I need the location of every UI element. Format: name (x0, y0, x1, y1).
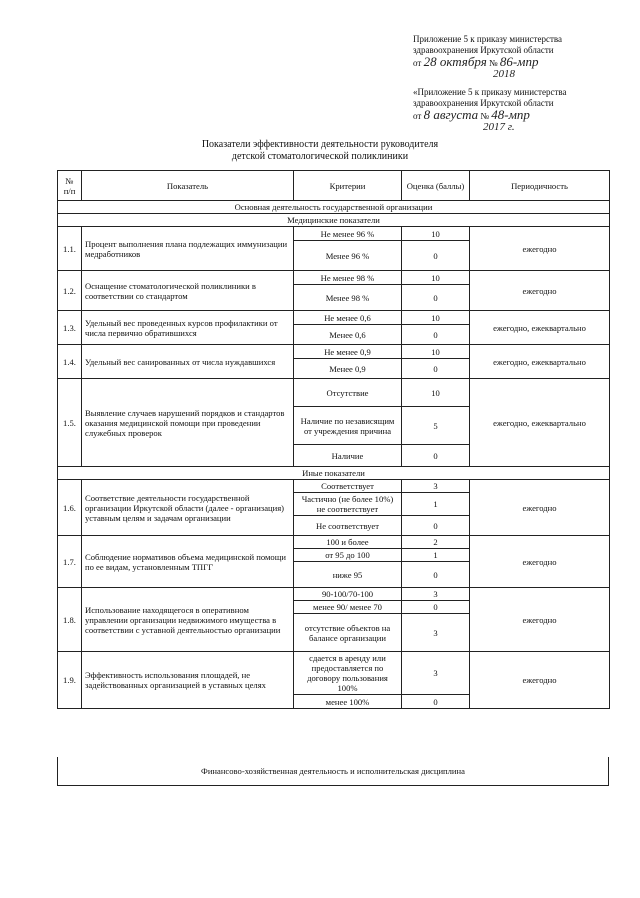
criteria-cell: Наличие по независящим от учреждения причина (294, 407, 402, 445)
order-header-2-line1: «Приложение 5 к приказу министерства (413, 87, 567, 97)
score-cell: 3 (402, 588, 470, 601)
score-cell: 10 (402, 227, 470, 241)
score-cell: 3 (402, 480, 470, 493)
indicator-cell: Удельный вес проведенных курсов профилактики от числа первично обратившихся (82, 311, 294, 345)
row-number: 1.2. (58, 271, 82, 311)
period-cell: ежегодно (470, 480, 610, 536)
indicator-cell: Оснащение стоматологической поликлиники в соответствии со стандартом (82, 271, 294, 311)
score-cell: 1 (402, 493, 470, 516)
period-cell: ежегодно, ежеквартально (470, 345, 610, 379)
score-cell: 10 (402, 311, 470, 325)
criteria-cell: Менее 98 % (294, 285, 402, 311)
row-number: 1.7. (58, 536, 82, 588)
indicators-table (57, 170, 610, 709)
indicator-cell: Использование находящегося в оперативном управлении организации недвижимого имущества в соответствии с уставной деятельностью организации (82, 588, 294, 652)
period-cell: ежегодно (470, 536, 610, 588)
order-header-1-line3: от 28 октября № 86-мпр (413, 54, 539, 69)
table-row (58, 652, 610, 695)
score-cell: 3 (402, 652, 470, 695)
criteria-cell: Не менее 0,9 (294, 345, 402, 359)
column-header-period: Периодичность (470, 171, 610, 201)
criteria-cell: отсутствие объектов на балансе организации (294, 614, 402, 652)
criteria-cell: Менее 96 % (294, 241, 402, 271)
score-cell: 10 (402, 345, 470, 359)
table-row (58, 271, 610, 285)
order-header-2-line2: здравоохранения Иркутской области (413, 98, 554, 108)
column-header-score: Оценка (баллы) (402, 171, 470, 201)
score-cell: 0 (402, 241, 470, 271)
criteria-cell: менее 90/ менее 70 (294, 601, 402, 614)
order-header-1-line2: здравоохранения Иркутской области (413, 45, 554, 55)
row-number: 1.5. (58, 379, 82, 467)
row-number: 1.6. (58, 480, 82, 536)
order-header-1-line1: Приложение 5 к приказу министерства (413, 34, 563, 44)
handwritten-number-2: 48-мпр (491, 107, 530, 122)
table-row (58, 227, 610, 241)
score-cell: 0 (402, 516, 470, 536)
score-cell: 10 (402, 379, 470, 407)
table-row (58, 480, 610, 493)
row-number: 1.8. (58, 588, 82, 652)
subsection-medical: Медицинские показатели (58, 214, 610, 227)
score-cell: 0 (402, 359, 470, 379)
subsection-other: Иные показатели (58, 467, 610, 480)
column-header-number: № п/п (58, 171, 82, 201)
criteria-cell: 100 и более (294, 536, 402, 549)
handwritten-year-2: 2017 г. (483, 121, 515, 133)
score-cell: 0 (402, 325, 470, 345)
indicator-cell: Выявление случаев нарушений порядков и стандартов оказания медицинской помощи при проведении служебных проверок (82, 379, 294, 467)
section-main: Основная деятельность государственной организации (58, 201, 610, 214)
criteria-cell: Частично (не более 10%) не соответствует (294, 493, 402, 516)
indicator-cell: Соответствие деятельности государственной организации Иркутской области (далее - организация) уставным целям и задачам организации (82, 480, 294, 536)
criteria-cell: от 95 до 100 (294, 549, 402, 562)
criteria-cell: Не соответствует (294, 516, 402, 536)
criteria-cell: Не менее 96 % (294, 227, 402, 241)
row-number: 1.4. (58, 345, 82, 379)
order-header-1 (413, 34, 562, 80)
score-cell: 3 (402, 614, 470, 652)
indicator-cell: Соблюдение нормативов объема медицинской помощи по ее видам, установленным ТПГГ (82, 536, 294, 588)
footer-section: Финансово-хозяйственная деятельность и исполнительская дисциплина (57, 757, 609, 786)
criteria-cell: сдается в аренду или предоставляется по договору пользования 100% (294, 652, 402, 695)
indicator-cell: Процент выполнения плана подлежащих иммунизации медработников (82, 227, 294, 271)
criteria-cell: Соответствует (294, 480, 402, 493)
handwritten-date-1: 28 октября (423, 54, 487, 69)
handwritten-year-1: 2018 (493, 68, 515, 80)
criteria-cell: Не менее 0,6 (294, 311, 402, 325)
score-cell: 0 (402, 601, 470, 614)
criteria-cell: Менее 0,9 (294, 359, 402, 379)
criteria-cell: менее 100% (294, 695, 402, 709)
title-line2: детской стоматологической поликлиники (231, 151, 409, 162)
score-cell: 0 (402, 695, 470, 709)
criteria-cell: 90-100/70-100 (294, 588, 402, 601)
criteria-cell: ниже 95 (294, 562, 402, 588)
row-number: 1.3. (58, 311, 82, 345)
criteria-cell: Отсутствие (294, 379, 402, 407)
criteria-cell: Не менее 98 % (294, 271, 402, 285)
indicator-cell: Эффективность использования площадей, не задействованных организацией в уставных целях (82, 652, 294, 709)
score-cell: 2 (402, 536, 470, 549)
title-line1: Показатели эффективности деятельности руководителя (201, 139, 439, 150)
row-number: 1.1. (58, 227, 82, 271)
table-header-row (58, 171, 610, 201)
period-cell: ежегодно, ежеквартально (470, 379, 610, 467)
column-header-indicator: Показатель (82, 171, 294, 201)
period-cell: ежегодно (470, 271, 610, 311)
document-title (0, 139, 640, 163)
indicator-cell: Удельный вес санированных от числа нуждавшихся (82, 345, 294, 379)
criteria-cell: Наличие (294, 445, 402, 467)
score-cell: 0 (402, 285, 470, 311)
order-header-2 (413, 87, 567, 133)
score-cell: 10 (402, 271, 470, 285)
criteria-cell: Менее 0,6 (294, 325, 402, 345)
period-cell: ежегодно (470, 588, 610, 652)
order-header-2-line3: от 8 августа № 48-мпр (413, 107, 530, 122)
score-cell: 1 (402, 549, 470, 562)
score-cell: 0 (402, 445, 470, 467)
table-row (58, 536, 610, 549)
score-cell: 5 (402, 407, 470, 445)
period-cell: ежегодно, ежеквартально (470, 311, 610, 345)
table-row (58, 588, 610, 601)
table-row (58, 345, 610, 359)
table-row (58, 379, 610, 407)
period-cell: ежегодно (470, 227, 610, 271)
score-cell: 0 (402, 562, 470, 588)
handwritten-number-1: 86-мпр (499, 54, 539, 69)
period-cell: ежегодно (470, 652, 610, 709)
table-row (58, 311, 610, 325)
row-number: 1.9. (58, 652, 82, 709)
handwritten-date-2: 8 августа (423, 107, 479, 122)
column-header-criteria: Критерии (294, 171, 402, 201)
